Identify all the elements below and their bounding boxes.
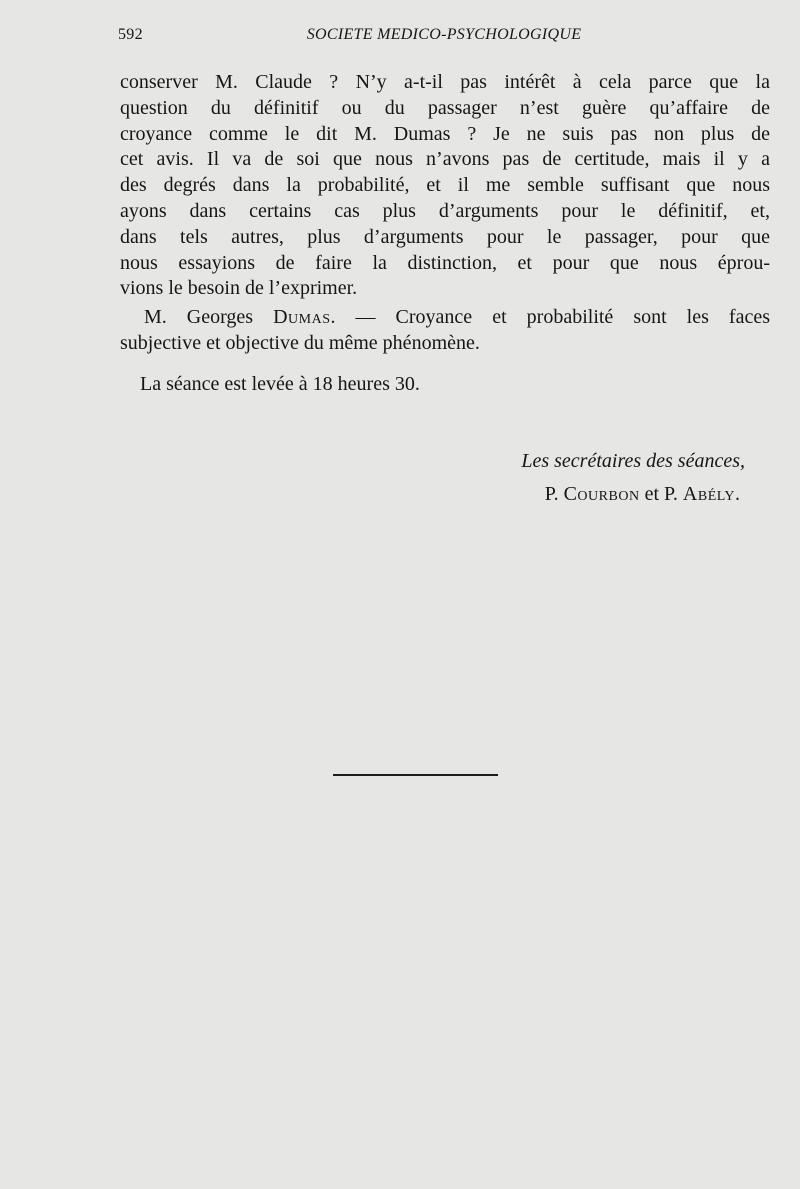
names-suffix: . (735, 483, 740, 505)
session-closing: La séance est levée à 18 heures 30. (140, 373, 420, 395)
body-line: vions le besoin de l’exprimer. (120, 277, 358, 300)
secretary-name: Abély (682, 483, 735, 505)
names-prefix: P. (544, 483, 564, 505)
speaker-statement-continued: subjective et objective du même phénomène. (120, 331, 480, 354)
body-line: cet avis. Il va de soi que nous n’avons pas de certitude, mais il y a (120, 148, 770, 171)
body-line: question du définitif ou du passager n’est guère qu’affaire de (120, 96, 770, 119)
speaker-paragraph (120, 305, 770, 357)
body-paragraph (120, 70, 770, 302)
body-line: des degrés dans la probabilité, et il me semble suffisant que nous (120, 174, 770, 197)
speaker-line (120, 305, 770, 331)
secretaries-names (545, 483, 740, 506)
body-line: nous essayions de faire la distinction, et pour que nous éprou- (120, 251, 770, 274)
body-line: croyance comme le dit M. Dumas ? Je ne suis pas non plus de (120, 122, 770, 145)
speaker-name: Dumas (273, 306, 331, 328)
page-header (118, 22, 770, 50)
running-title: SOCIETE MEDICO-PSYCHOLOGIQUE (306, 26, 582, 43)
names-mid: et P. (639, 483, 683, 505)
speaker-prefix: M. Georges (144, 306, 274, 328)
speaker-statement: . — Croyance et probabilité sont les faces (330, 306, 770, 328)
secretaries-label: Les secrétaires des séances, (521, 450, 745, 472)
secretary-name: Courbon (563, 483, 640, 505)
body-line: dans tels autres, plus d’arguments pour le passager, pour que (120, 225, 770, 248)
page-number: 592 (118, 26, 143, 43)
body-line: ayons dans certains cas plus d’arguments pour le définitif, et, (120, 199, 770, 222)
body-line: conserver M. Claude ? N’y a-t-il pas intérêt à cela parce que la (120, 71, 770, 93)
section-divider (333, 774, 498, 776)
